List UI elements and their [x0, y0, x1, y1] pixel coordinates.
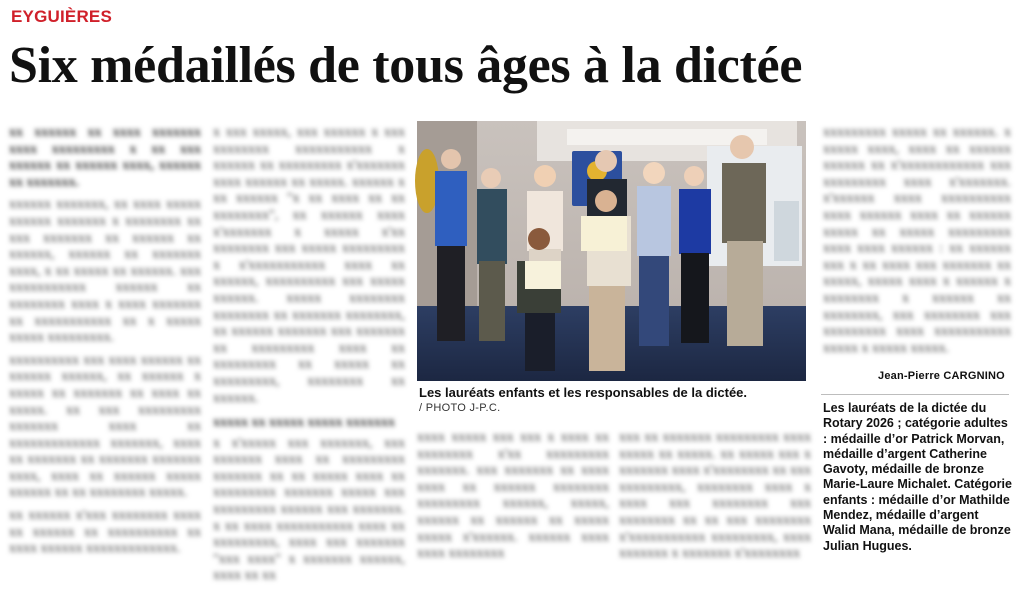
group-photo-illustration	[417, 121, 806, 381]
body-column-4: xxx xx xxxxxxx xxxxxxxxx xxxx xxxxx xx xxxxx. xx xxxxx xxx x xxxxxxx xxxx x'xxxxxxxx xx xxx xxxxxxxxx, xxxxxxxx xxxx x xxxx xxx xxxxxxxx xxx xxxxxxxx xx xx xxx xxxxxxxx x'xxxxxxxxxxx xxxxxxxxx, xxxx xxxxxxx x xxxxxxx x'xxxxxxxx	[619, 430, 811, 562]
photo-credit: / PHOTO J-P.C.	[419, 402, 501, 414]
body-column-3: xxxx xxxxx xxx xxx x xxxx xx xxxxxxxx x'xx xxxxxxxxx xxxxxxx. xxx xxxxxxx xx xxxx xxxx xx xxxxxx xxxxxxxx xxxxxxxxx xxxxxx, xxxxx, xxxxxx xx xxxxxx xx xxxxx xxxxx x'xxxxxx. xxxxxx xxxx xxxx xxxxxxxx	[417, 430, 609, 562]
article-headline: Six médaillés de tous âges à la dictée	[9, 37, 803, 94]
body-column-1: xx xxxxxx xx xxxx xxxxxxx xxxx xxxxxxxxx x xx xxx xxxxxx xx xxxxxx xxxx, xxxxxx xx xxxxxxx. xxxxxx xxxxxxx, xx xxxx xxxxx xxxxxx xxxxxxx x xxxxxxxx xx xxx xxxxxxx xx xxxxxx xx xxxxxx, xxxxxx xx xxxxxxx xxxx, x xx xxxxx xx xxxxxx. xxx xxxxxxxxxxx xxxxxx xx xxxxxxxx xxxx x xxxx xxxxxxx xx xxxxxxxxxxx xx x xxxxx xxxxx xxxxxxxxx. xxxxxxxxxx xxx xxxx xxxxxx xx xxxxxx xxxxxx, xx xxxxxx x xxxxx xx xxxxxxx xx xxxx xx xxxxx. xx xxx xxxxxxxxx xxxxxxx xxxx xx xxxxxxxxxxxxx xxxxxxx, xxxx xx xxxxxxx xx xxxxxxx xxxxxxx xxxx, xxxx xx xxxxxx xxxxx xxxxxx xx xx xxxxxxxx xxxxx. xx xxxxxx x'xxx xxxxxxxx xxxx xx xxxxxx xx xxxxxxxxxx xx xxxx xxxxxx xxxxxxxxxxxxx.	[9, 125, 201, 557]
winners-caption: Les lauréats de la dictée du Rotary 2026 ; catégorie adultes : médaille d’or Patrick Morvan, médaille d’argent Catherine Gavoty, médaille de bronze Marie-Laure Michalet. Catégorie enfants : médaille d’or Mathilde Mendez, médaille d’argent Walid Mana, médaille de bronze Julian Hugues.	[823, 401, 1012, 553]
photo-caption: Les lauréats enfants et les responsables de la dictée.	[419, 385, 748, 400]
body-column-2: x xxx xxxxx, xxx xxxxxx x xxx xxxxxxxx xxxxxxxxxxx x xxxxxx xx xxxxxxxxx x'xxxxxxx xxxx xxxxxx xx xxxxx. xxxxxx x xx xxxxxx "x xx xxxx xx xx xxxxxxxx", xx xxxxxx xxxx x'xxxxxxx x xxxxx x'xx xxxxxxxx xxx xxxxx xxxxxxxxx x x'xxxxxxxxxxx xxxx xx xxxxxx, xxxxxxxxxx xxx xxxxx xxxxxx. xxxxx xxxxxxxx xxxxxxxx xx xxxxxxx xxxxxxxx, xx xxxxxx xxxxxxx xxx xxxxxxx xx xxxxxxxxx xxxx xx xxxxxxxxx xx xxxxx xx xxxxxxxxx, xxxxxxxx xx xxxxxx. xxxxx xx xxxxx xxxxx xxxxxxx x x'xxxxx xxx xxxxxxx, xxx xxxxxxx xxxx xx xxxxxxxxx xxxxxxx xx xx xxxxx xxxx xx xxxxxxxxx xxxxxxx xxxxx xxx xxxxxxxxx xxxxxx xxx xxxxxxx. x xx xxxx xxxxxxxxxxx xxxx xx xxxxxxxxx, xxxx xxx xxxxxxx "xxx xxxx" x xxxxxxx xxxxxx, xxxx xx xx	[213, 125, 405, 584]
divider	[821, 394, 1009, 395]
author-byline: Jean-Pierre CARGNINO	[878, 370, 1005, 382]
body-column-5: xxxxxxxxx xxxxx xx xxxxxx. x xxxxx xxxx, xxxx xx xxxxxx xxxxxx xx x'xxxxxxxxxxxx xxx xxxxxxxxx xxxx x'xxxxxxx. x'xxxxxx xxxx xxxxxxxxxx xxxx xxxxxx xxxx xx xxxxxx xxxxx xx xxxxx xxxxxxxxx xxxx xxxx xxxxxx : xx xxxxxx xxx x xx xxxx xxx xxxxxxx xx xxxxx, xxxxx xxxx x xxxxxx x xxxxxxxx x xxxxxx xx xxxxxxxx, xxx xxxxxxxx xxx xxxxxxxxx xxxx xxxxxxxxxxx xxxxx x xxxxx xxxxx.	[823, 125, 1011, 356]
section-kicker: EYGUIÈRES	[11, 7, 112, 26]
article-photo	[417, 121, 806, 381]
